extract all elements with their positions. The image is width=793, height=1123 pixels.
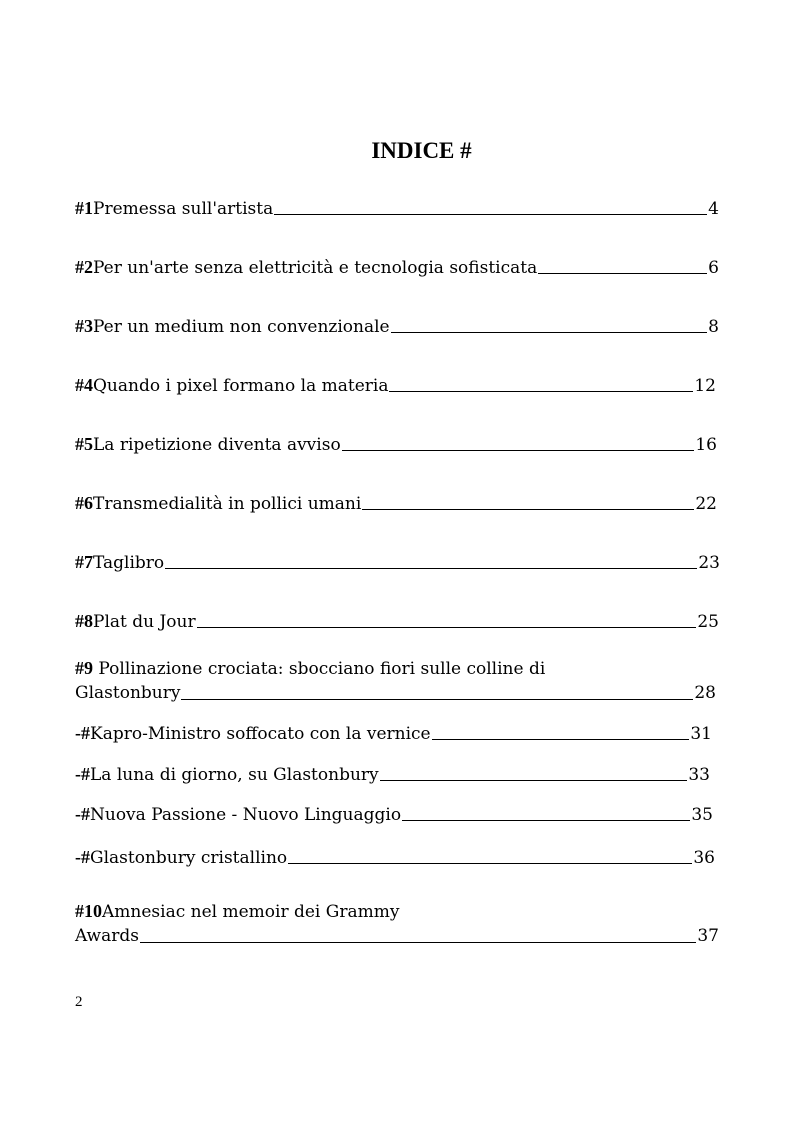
dot-leader	[197, 609, 697, 628]
entry-page: 12	[694, 376, 716, 396]
entry-title: Transmedialità in pollici umani	[93, 494, 362, 514]
toc-entry-2[interactable]	[75, 255, 719, 279]
toc-subentry-2[interactable]	[75, 762, 710, 786]
entry-number: #3	[75, 316, 93, 336]
entry-page: 8	[708, 317, 719, 337]
toc-subentry-4[interactable]	[75, 845, 715, 869]
entry-title: Amnesiac nel memoir dei Grammy	[102, 902, 400, 922]
toc-entry-3[interactable]	[75, 314, 719, 338]
entry-number: #6	[75, 493, 93, 513]
entry-page: 28	[694, 683, 716, 703]
entry-number: #1	[75, 198, 93, 218]
entry-number: #10	[75, 901, 102, 921]
dot-leader	[165, 550, 697, 569]
toc-entry-9-continued[interactable]	[75, 681, 716, 705]
entry-number: #5	[75, 434, 93, 454]
entry-title: Pollinazione crociata: sbocciano fiori sulle colline di	[93, 659, 546, 679]
entry-title: Glastonbury cristallino	[90, 848, 288, 868]
page-title: INDICE #	[371, 138, 472, 163]
entry-number: -#	[75, 764, 90, 784]
dot-leader	[432, 721, 690, 740]
entry-title: Premessa sull'artista	[93, 199, 274, 219]
dot-leader	[181, 681, 693, 700]
dot-leader	[362, 491, 694, 510]
entry-title: Quando i pixel formano la materia	[93, 376, 389, 396]
entry-page: 25	[697, 612, 719, 632]
toc-subentry-3[interactable]	[75, 802, 713, 826]
entry-title-continued: Awards	[75, 926, 139, 946]
entry-number: #8	[75, 611, 93, 631]
dot-leader	[342, 432, 695, 451]
entry-number: -#	[75, 723, 90, 743]
entry-title: Taglibro	[93, 553, 165, 573]
toc-entry-7[interactable]	[75, 550, 720, 574]
entry-page: 4	[708, 199, 719, 219]
dot-leader	[402, 802, 690, 821]
dot-leader	[391, 314, 708, 333]
entry-page: 22	[695, 494, 717, 514]
entry-number: #9	[75, 658, 93, 678]
entry-title-continued: Glastonbury	[75, 683, 181, 703]
entry-number: -#	[75, 804, 90, 824]
dot-leader	[538, 255, 707, 274]
entry-title: Per un medium non convenzionale	[93, 317, 390, 337]
entry-number: #7	[75, 552, 93, 572]
entry-page: 23	[698, 553, 720, 573]
entry-title: Per un'arte senza elettricità e tecnologia sofisticata	[93, 258, 538, 278]
entry-page: 37	[697, 926, 719, 946]
toc-entry-6[interactable]	[75, 491, 717, 515]
entry-title: Plat du Jour	[93, 612, 196, 632]
dot-leader	[389, 373, 693, 392]
dot-leader	[380, 762, 688, 781]
toc-entry-10-continued[interactable]	[75, 924, 719, 948]
toc-entry-8[interactable]	[75, 609, 719, 633]
toc-entry-4[interactable]	[75, 373, 716, 397]
entry-page: 33	[688, 765, 710, 785]
entry-number: -#	[75, 847, 90, 867]
entry-number: #4	[75, 375, 93, 395]
entry-title: Kapro-Ministro soffocato con la vernice	[90, 724, 431, 744]
entry-page: 35	[691, 805, 713, 825]
dot-leader	[288, 845, 692, 864]
entry-title: La ripetizione diventa avviso	[93, 435, 341, 455]
dot-leader	[274, 196, 707, 215]
toc-entry-9[interactable]	[75, 656, 545, 680]
toc-subentry-1[interactable]	[75, 721, 712, 745]
entry-title: La luna di giorno, su Glastonbury	[90, 765, 379, 785]
toc-entry-1[interactable]	[75, 196, 719, 220]
entry-title: Nuova Passione - Nuovo Linguaggio	[90, 805, 402, 825]
entry-page: 31	[690, 724, 712, 744]
entry-page: 16	[695, 435, 717, 455]
toc-entry-10[interactable]	[75, 899, 399, 923]
page-number: 2	[75, 994, 83, 1010]
entry-page: 6	[708, 258, 719, 278]
entry-number: #2	[75, 257, 93, 277]
entry-page: 36	[693, 848, 715, 868]
dot-leader	[140, 924, 696, 943]
toc-entry-5[interactable]	[75, 432, 717, 456]
